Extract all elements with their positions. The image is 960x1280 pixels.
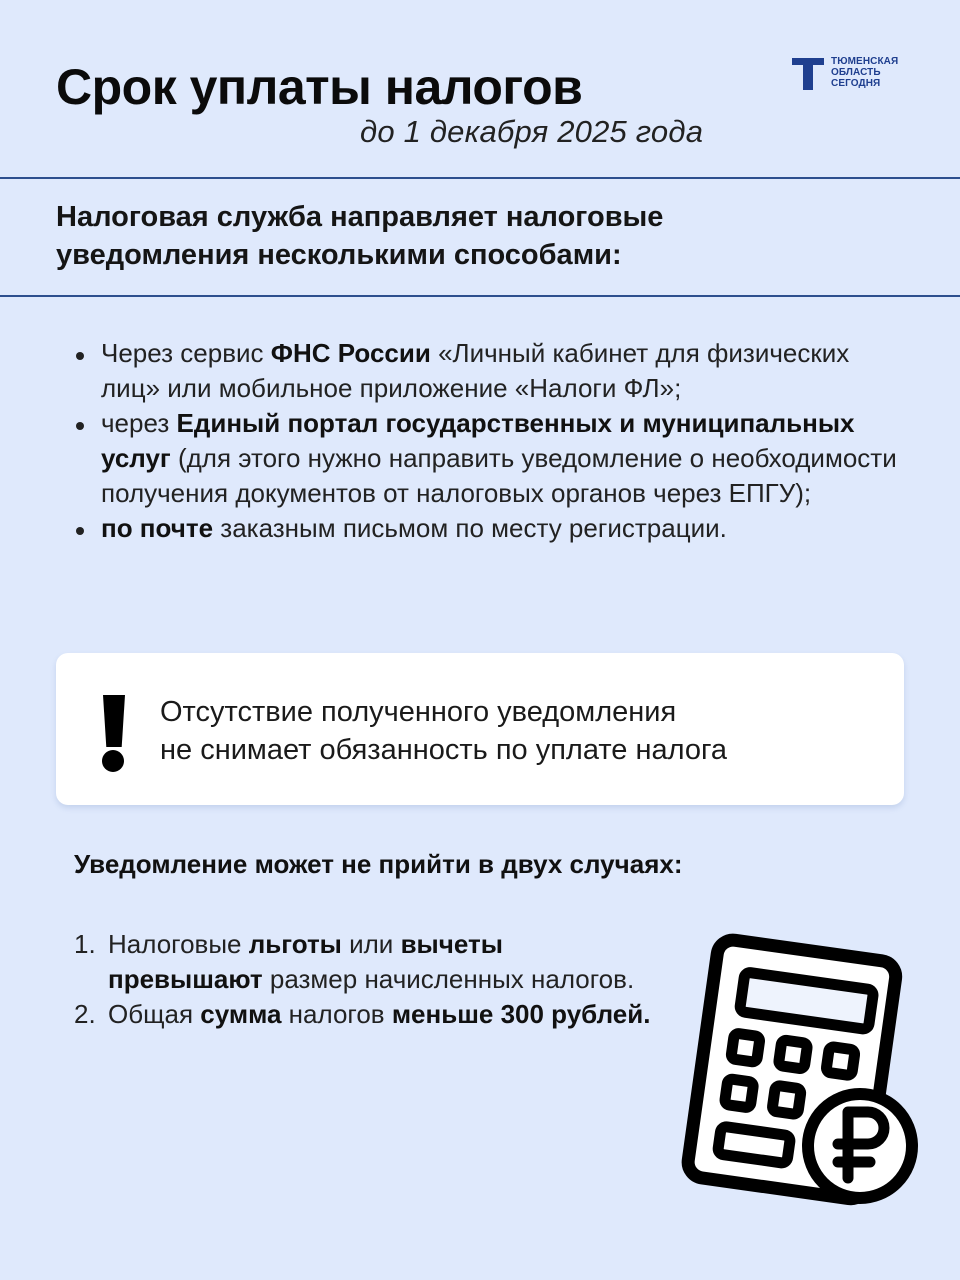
- header: [0, 0, 960, 178]
- section-heading-line: Налоговая служба направляет налоговые: [56, 201, 664, 233]
- section-heading: [56, 198, 663, 274]
- body-text: размер начисленных налогов.: [262, 964, 635, 994]
- divider-top: [0, 177, 960, 179]
- body-text: налогов: [281, 999, 392, 1029]
- emphasis-text: сумма: [200, 999, 282, 1029]
- body-text: заказным письмом по месту регистрации.: [213, 513, 727, 543]
- logo-line: ОБЛАСТЬ: [831, 67, 881, 78]
- emphasis-text: меньше 300 рублей.: [391, 999, 651, 1029]
- body-text: Через сервис: [101, 338, 271, 368]
- notice-text: [160, 693, 727, 769]
- body-text: (для этого нужно направить уведомление о необходимости получения документов от налоговых органов через ЕПГУ);: [101, 443, 897, 508]
- section-heading-line: уведомления несколькими способами:: [56, 239, 622, 271]
- logo-text: [831, 56, 898, 89]
- deadline-subtitle: до 1 декабря 2025 года: [360, 114, 704, 149]
- t-letter-logo-icon: [792, 58, 824, 90]
- emphasis-text: Единый портал государственных и муниципальных услуг: [101, 408, 855, 473]
- logo: [792, 56, 898, 90]
- delivery-methods-list: [74, 336, 904, 546]
- logo-line: ТЮМЕНСКАЯ: [831, 56, 899, 67]
- body-text: «Личный кабинет для физических лиц» или мобильное приложение «Налоги ФЛ»;: [101, 338, 850, 403]
- emphasis-text: вычеты превышают: [108, 929, 503, 994]
- notice-line: не снимает обязанность по уплате налога: [160, 734, 728, 766]
- body-text: или: [341, 929, 401, 959]
- calculator-ruble-icon: [662, 928, 932, 1218]
- emphasis-text: ФНС России: [270, 338, 431, 368]
- cases-list: [74, 927, 654, 1032]
- notice-card: [56, 653, 904, 805]
- cases-heading: Уведомление может не прийти в двух случаях:: [74, 849, 683, 879]
- body-text: Налоговые: [108, 929, 249, 959]
- notice-line: Отсутствие полученного уведомления: [160, 696, 677, 728]
- delivery-method-item: [74, 406, 904, 511]
- page-title: Срок уплаты налогов: [56, 59, 583, 115]
- delivery-method-item: [74, 336, 904, 406]
- case-item: [74, 997, 654, 1032]
- body-text: через: [101, 408, 177, 438]
- emphasis-text: льготы: [248, 929, 342, 959]
- body-text: Общая: [108, 999, 201, 1029]
- logo-line: СЕГОДНЯ: [831, 78, 881, 89]
- delivery-method-item: [74, 511, 904, 546]
- case-number: 2.: [74, 999, 96, 1029]
- divider-bottom: [0, 295, 960, 297]
- case-item: [74, 927, 654, 997]
- exclamation-icon: [101, 695, 127, 771]
- case-number: 1.: [74, 929, 96, 959]
- emphasis-text: по почте: [101, 513, 214, 543]
